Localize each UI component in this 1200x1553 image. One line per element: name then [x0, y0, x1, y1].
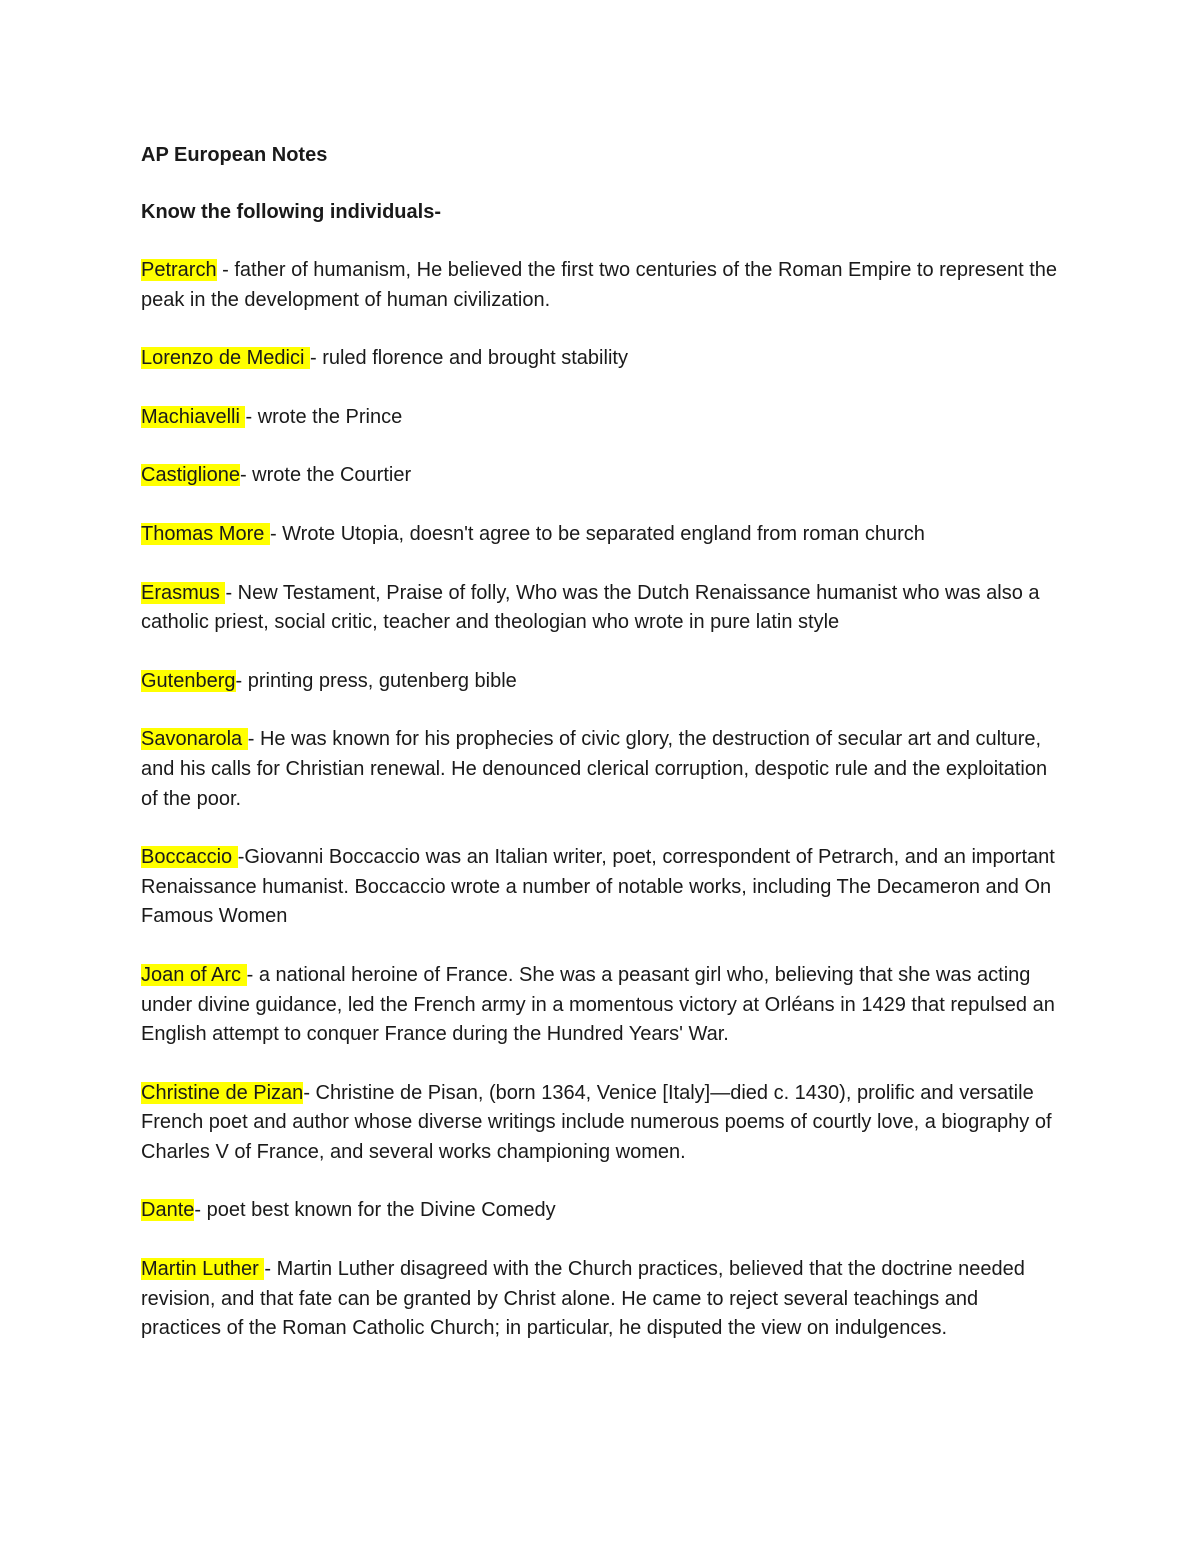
entry-thomas-more	[141, 520, 1061, 550]
highlighted-name: Castiglione	[141, 464, 240, 487]
entry-description: - father of humanism, He believed the first two centuries of the Roman Empire to represent the peak in the development of human civilization.	[141, 259, 1057, 311]
highlighted-name: Savonarola	[141, 728, 248, 751]
entry-description: - New Testament, Praise of folly, Who was the Dutch Renaissance humanist who was also a catholic priest, social critic, teacher and theologian who wrote in pure latin style	[141, 581, 1040, 634]
entry-description: - wrote the Courtier	[239, 464, 412, 487]
document-title: AP European Notes	[141, 144, 328, 166]
highlighted-name: Gutenberg	[141, 669, 236, 692]
entry-dante	[141, 1196, 1061, 1226]
entry-savonarola	[141, 725, 1061, 814]
entry-description: - He was known for his prophecies of civic glory, the destruction of secular art and culture, and his calls for Christian renewal. He denounced clerical corruption, despotic rule and the exploitation of the poor.	[141, 728, 1048, 810]
highlighted-name: Petrarch	[141, 259, 217, 281]
highlighted-name: Boccaccio	[141, 846, 238, 869]
document-page	[141, 140, 1061, 1373]
entry-joan-of-arc	[141, 961, 1061, 1050]
entry-description: - poet best known for the Divine Comedy	[194, 1199, 556, 1222]
entry-christine-de-pizan	[141, 1079, 1061, 1168]
entry-description: - Wrote Utopia, doesn't agree to be separated england from roman church	[269, 522, 925, 545]
highlighted-name: Christine de Pizan	[141, 1081, 304, 1104]
entry-lorenzo-de-medici	[141, 344, 1061, 374]
entry-description: - a national heroine of France. She was a peasant girl who, believing that she was acting under divine guidance, led the French army in a momentous victory at Orléans in 1429 that repulsed an English attempt to conquer France during the Hundred Years' War.	[141, 963, 1055, 1046]
highlighted-name: Erasmus	[141, 581, 226, 604]
entry-gutenberg	[141, 667, 1061, 697]
highlighted-name: Lorenzo de Medici	[141, 347, 310, 370]
entry-description: - Christine de Pisan, (born 1364, Venice [Italy]—died c. 1430), prolific and versatile French poet and author whose diverse writings include numerous poems of courtly love, a biography of Charles V of France, and several works championing women.	[141, 1081, 1052, 1163]
entry-castiglione	[141, 461, 1061, 491]
section-heading: Know the following individuals-	[141, 201, 441, 223]
entry-description: - printing press, gutenberg bible	[235, 669, 517, 692]
entry-description: -Giovanni Boccaccio was an Italian writer, poet, correspondent of Petrarch, and an important Renaissance humanist. Boccaccio wrote a number of notable works, including The Decameron and On Famous Women	[141, 846, 1055, 928]
entry-description: - ruled florence and brought stability	[309, 347, 628, 370]
entry-erasmus	[141, 579, 1061, 638]
highlighted-name: Dante	[141, 1199, 195, 1222]
entry-martin-luther	[141, 1255, 1061, 1344]
entry-petrarch	[141, 256, 1061, 315]
entry-boccaccio	[141, 843, 1061, 932]
entry-description: - Martin Luther disagreed with the Church practices, believed that the doctrine needed revision, and that fate can be granted by Christ alone. He came to reject several teachings and practices of the Roman Catholic Church; in particular, he disputed the view on indulgences.	[141, 1258, 1025, 1340]
highlighted-name: Thomas More	[141, 522, 270, 545]
highlighted-name: Joan of Arc	[141, 963, 247, 986]
highlighted-name: Martin Luther	[141, 1258, 265, 1281]
highlighted-name: Machiavelli	[141, 405, 246, 428]
entry-machiavelli	[141, 403, 1061, 433]
entry-description: - wrote the Prince	[245, 405, 403, 428]
